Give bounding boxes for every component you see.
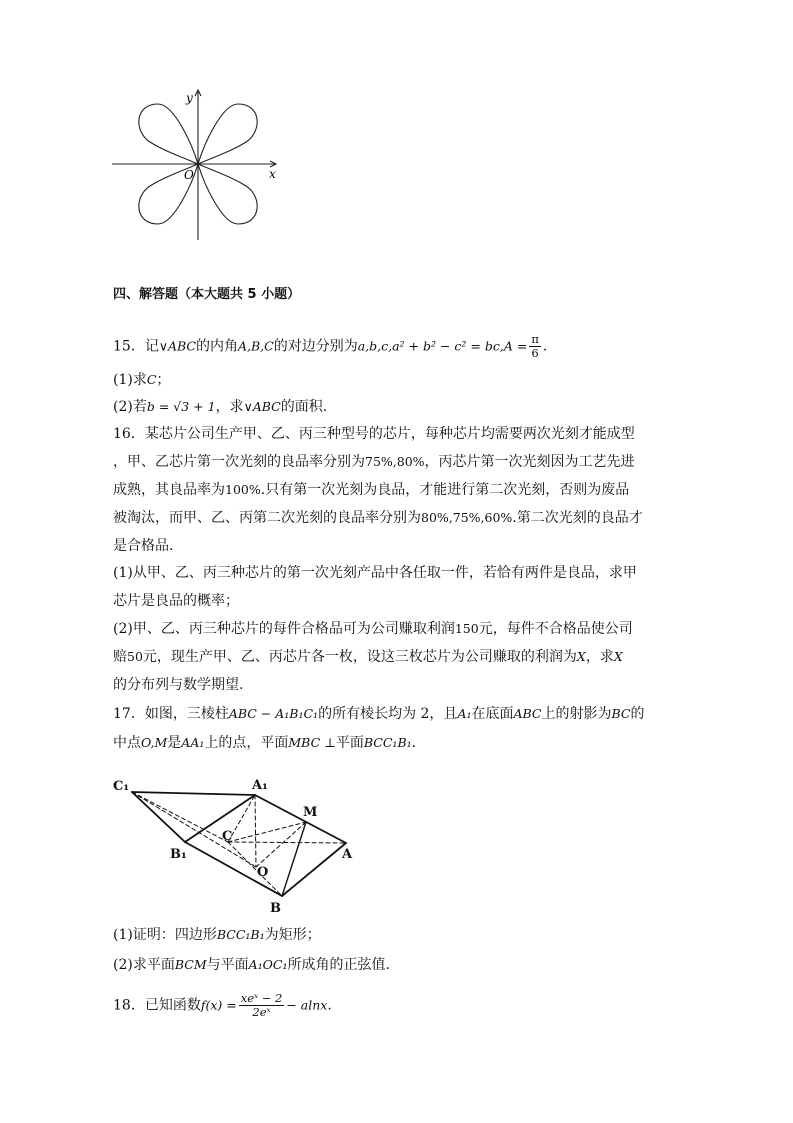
- q17-l1i: 的: [630, 706, 645, 722]
- q17-p2e: 所成角的正弦值.: [287, 957, 390, 973]
- edge-B1-A1: [185, 795, 255, 842]
- q15-fraction: [529, 333, 541, 360]
- q17-p2c: 与平面: [206, 957, 249, 973]
- q15-angles: A,B,C: [238, 338, 274, 354]
- petal-upper-left: [139, 104, 198, 164]
- q17-l1f: ABC: [513, 706, 542, 721]
- q17-l1e: 在底面: [471, 706, 514, 722]
- petal-lower-right: [198, 164, 257, 224]
- q15-p1-lead: (1)求: [113, 372, 147, 388]
- q15-p2-mid: ，求: [215, 399, 244, 415]
- q17-p1b: BCC₁B₁: [216, 927, 265, 942]
- q16-line2: [113, 452, 635, 472]
- q17-l1c: 的所有棱长均为 2，且: [318, 706, 458, 722]
- q17-l2a: 中点: [113, 735, 141, 751]
- q16-part1-line1: (1)从甲、乙、丙三种芯片的第一次光刻产品中各任取一件，若恰有两件是良品，求甲: [113, 565, 637, 581]
- q17-line2: [113, 733, 416, 753]
- label-O: O: [257, 865, 269, 880]
- edge-A-B: [282, 843, 346, 896]
- q15-part1: [113, 370, 170, 390]
- label-M: M: [303, 805, 318, 820]
- edge-C1-B1: [132, 792, 185, 842]
- q16-p2b5: ，求: [585, 649, 614, 665]
- hidden-C1-O: [132, 792, 256, 867]
- q15-p2-lead: (2)若: [113, 399, 147, 415]
- label-A1: A₁: [252, 778, 268, 793]
- q16-line5: 是合格品.: [113, 538, 174, 554]
- q17-l2c: 是: [167, 735, 182, 751]
- q18-fraction: [239, 992, 285, 1019]
- q16-part2-line2: [113, 647, 623, 667]
- hidden-C-A: [228, 842, 346, 843]
- q17-p2d: A₁OC₁: [248, 957, 288, 972]
- q17-l2i: .: [411, 735, 417, 751]
- q16-l4a: 被淘汰，而甲、乙、丙第二次光刻的良品率分别为: [113, 510, 421, 526]
- q17-l1d: A₁: [457, 706, 472, 721]
- question-15: [113, 333, 547, 360]
- q16-line1: 16．某芯片公司生产甲、乙、丙三种型号的芯片，每种芯片均需要两次光刻才能成型: [113, 426, 635, 442]
- q17-l2d: AA₁: [181, 735, 205, 750]
- label-C1: C₁: [113, 779, 130, 794]
- label-B1: B₁: [170, 847, 187, 862]
- q15-end: .: [542, 338, 548, 355]
- q16-line4: [113, 508, 643, 528]
- q15-lead: 记: [144, 338, 159, 355]
- q18-lead: 18．已知函数: [113, 997, 201, 1014]
- q17-l1g: 上的射影为: [541, 706, 612, 722]
- q15-p2-end: 的面积.: [280, 399, 328, 415]
- q16-l3b: 100%: [225, 482, 261, 497]
- x-axis-label: x: [269, 167, 276, 181]
- q15-number: 15．: [113, 338, 145, 355]
- q16-p2b2: 50: [127, 649, 143, 664]
- q15-p1-end: ；: [156, 372, 171, 388]
- q15-p1-var: C: [146, 372, 157, 387]
- q15-condition: a,b,c,a² + b² − c² = bc,A =: [357, 338, 528, 354]
- q16-p2a3: 元，每件不合格品使公司: [478, 621, 633, 637]
- q16-p2b6: X: [613, 649, 623, 664]
- q17-l2b: O,M: [141, 735, 168, 750]
- petal-upper-right: [198, 104, 257, 164]
- hidden-A1-O: [255, 795, 256, 867]
- y-axis-label: y: [186, 91, 193, 105]
- q15-pi: π: [531, 332, 539, 346]
- edge-C1-A1: [132, 792, 255, 795]
- q16-l3c: .只有第一次光刻为良品，才能进行第二次光刻，否则为废品: [260, 482, 630, 498]
- q16-l4c: .第二次光刻的良品才: [512, 510, 643, 526]
- q16-part1-line2: 芯片是良品的概率；: [113, 593, 239, 609]
- q17-l2g: 平面: [335, 735, 364, 751]
- q15-p2-expr: b = √3 + 1: [146, 399, 216, 414]
- q15-p2-triangle: ∨ABC: [243, 399, 281, 414]
- label-A: A: [342, 847, 353, 862]
- q15-part2: [113, 397, 327, 417]
- q16-p2b1: 赔: [113, 649, 127, 665]
- q16-l2b: 75%,80%: [365, 454, 425, 469]
- q17-p2b: BCM: [174, 957, 207, 972]
- q17-p1a: (1)证明：四边形: [113, 927, 217, 943]
- q17-p2a: (2)求平面: [113, 957, 175, 973]
- q17-l2e: 上的点，平面: [204, 735, 289, 751]
- q15-triangle: ∨ABC: [158, 338, 196, 354]
- q16-p2a2: 150: [454, 621, 479, 636]
- q16-l2a: ，甲、乙芯片第一次光刻的良品率分别为: [113, 454, 365, 470]
- q17-line1: [113, 704, 644, 724]
- prism-figure: [110, 770, 370, 915]
- four-petal-curve-figure: [108, 86, 288, 246]
- label-B: B: [270, 901, 281, 915]
- q17-part2: [113, 955, 390, 975]
- edge-A1-A: [255, 795, 346, 843]
- q15-six: 6: [531, 346, 539, 360]
- q18-tail: − alnx: [286, 997, 328, 1013]
- q18-fx: f(x) =: [200, 997, 237, 1013]
- q16-p2b3: 元，现生产甲、乙、丙芯片各一枚，设这三枚芯片为公司赚取的利润为: [142, 649, 577, 665]
- q17-l1b: ABC − A₁B₁C₁: [228, 706, 319, 721]
- q17-l2h: BCC₁B₁: [363, 735, 412, 750]
- hidden-C-B: [228, 842, 282, 896]
- q16-p2b4: X: [576, 649, 586, 664]
- q16-part2-line1: [113, 619, 633, 639]
- q16-p2a: (2)甲、乙、丙三种芯片的每件合格品可为公司赚取利润: [113, 621, 455, 637]
- q16-part2-line3: 的分布列与数学期望.: [113, 677, 244, 693]
- origin-label: O: [184, 168, 194, 182]
- q18-denominator: 2eˣ: [252, 1005, 271, 1019]
- hidden-C1-C: [132, 792, 228, 842]
- q17-p1c: 为矩形；: [264, 927, 321, 943]
- q16-line3: [113, 480, 629, 500]
- q17-l1a: 17．如图，三棱柱: [113, 706, 229, 722]
- q17-l2f: MBC ⊥: [288, 735, 336, 750]
- q17-l1h: BC: [611, 706, 631, 721]
- q15-mid: 的内角: [196, 338, 238, 355]
- q16-l2c: ，丙芯片第一次光刻因为工艺先进: [424, 454, 635, 470]
- question-18: [113, 992, 332, 1019]
- label-C: C: [222, 829, 233, 844]
- q15-mid2: 的对边分别为: [273, 338, 358, 355]
- q16-l3a: 成熟，其良品率为: [113, 482, 225, 498]
- section-heading: 四、解答题（本大题共 5 小题）: [113, 287, 301, 302]
- q18-numerator: xeˣ − 2: [240, 991, 283, 1005]
- q16-l4b: 80%,75%,60%: [421, 510, 513, 525]
- q17-part1: [113, 925, 321, 945]
- q18-end: .: [327, 997, 332, 1014]
